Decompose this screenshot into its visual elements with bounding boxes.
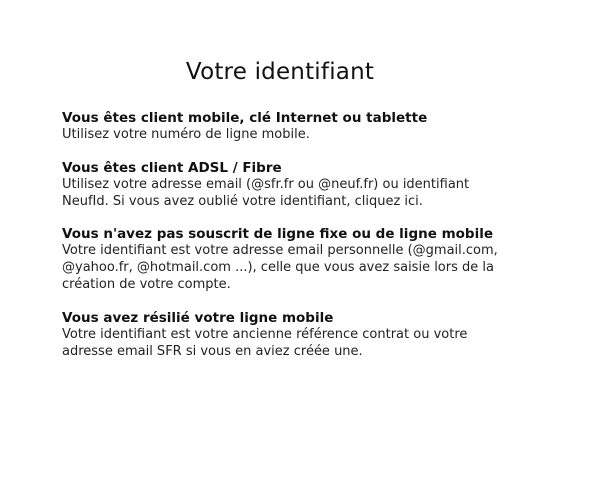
page-title: Votre identifiant [185, 59, 375, 85]
section-heading: Vous êtes client mobile, clé Internet ou tablette [62, 110, 428, 126]
section-no-line [62, 226, 582, 293]
section-adsl-fibre-client [62, 160, 582, 211]
section-body: Utilisez votre numéro de ligne mobile. [62, 127, 310, 142]
section-terminated-mobile [62, 310, 582, 361]
section-heading: Vous avez résilié votre ligne mobile [62, 309, 334, 326]
section-body: Votre identifiant est votre ancienne référence contrat ou votre adresse email SFR si vous en aviez créée une. [62, 326, 468, 359]
section-body-text: Utilisez votre adresse email (@sfr.fr ou @neuf.fr) ou identifiant NeufId. Si vous avez oublié votre identifiant, [62, 176, 470, 209]
section-body [62, 177, 512, 211]
section-body: Votre identifiant est votre adresse email personnelle (@gmail.com, @yahoo.fr, @hotmail.com ...), celle que vous avez saisie lors de la création de votre compte. [62, 243, 498, 292]
help-sections [62, 110, 582, 376]
section-heading: Vous n'avez pas souscrit de ligne fixe ou de ligne mobile [62, 226, 493, 243]
section-heading: Vous êtes client ADSL / Fibre [62, 159, 282, 176]
section-body-text-end: . [418, 193, 423, 209]
forgot-identifier-link[interactable]: cliquez ici [354, 193, 419, 209]
section-mobile-client [62, 110, 582, 144]
